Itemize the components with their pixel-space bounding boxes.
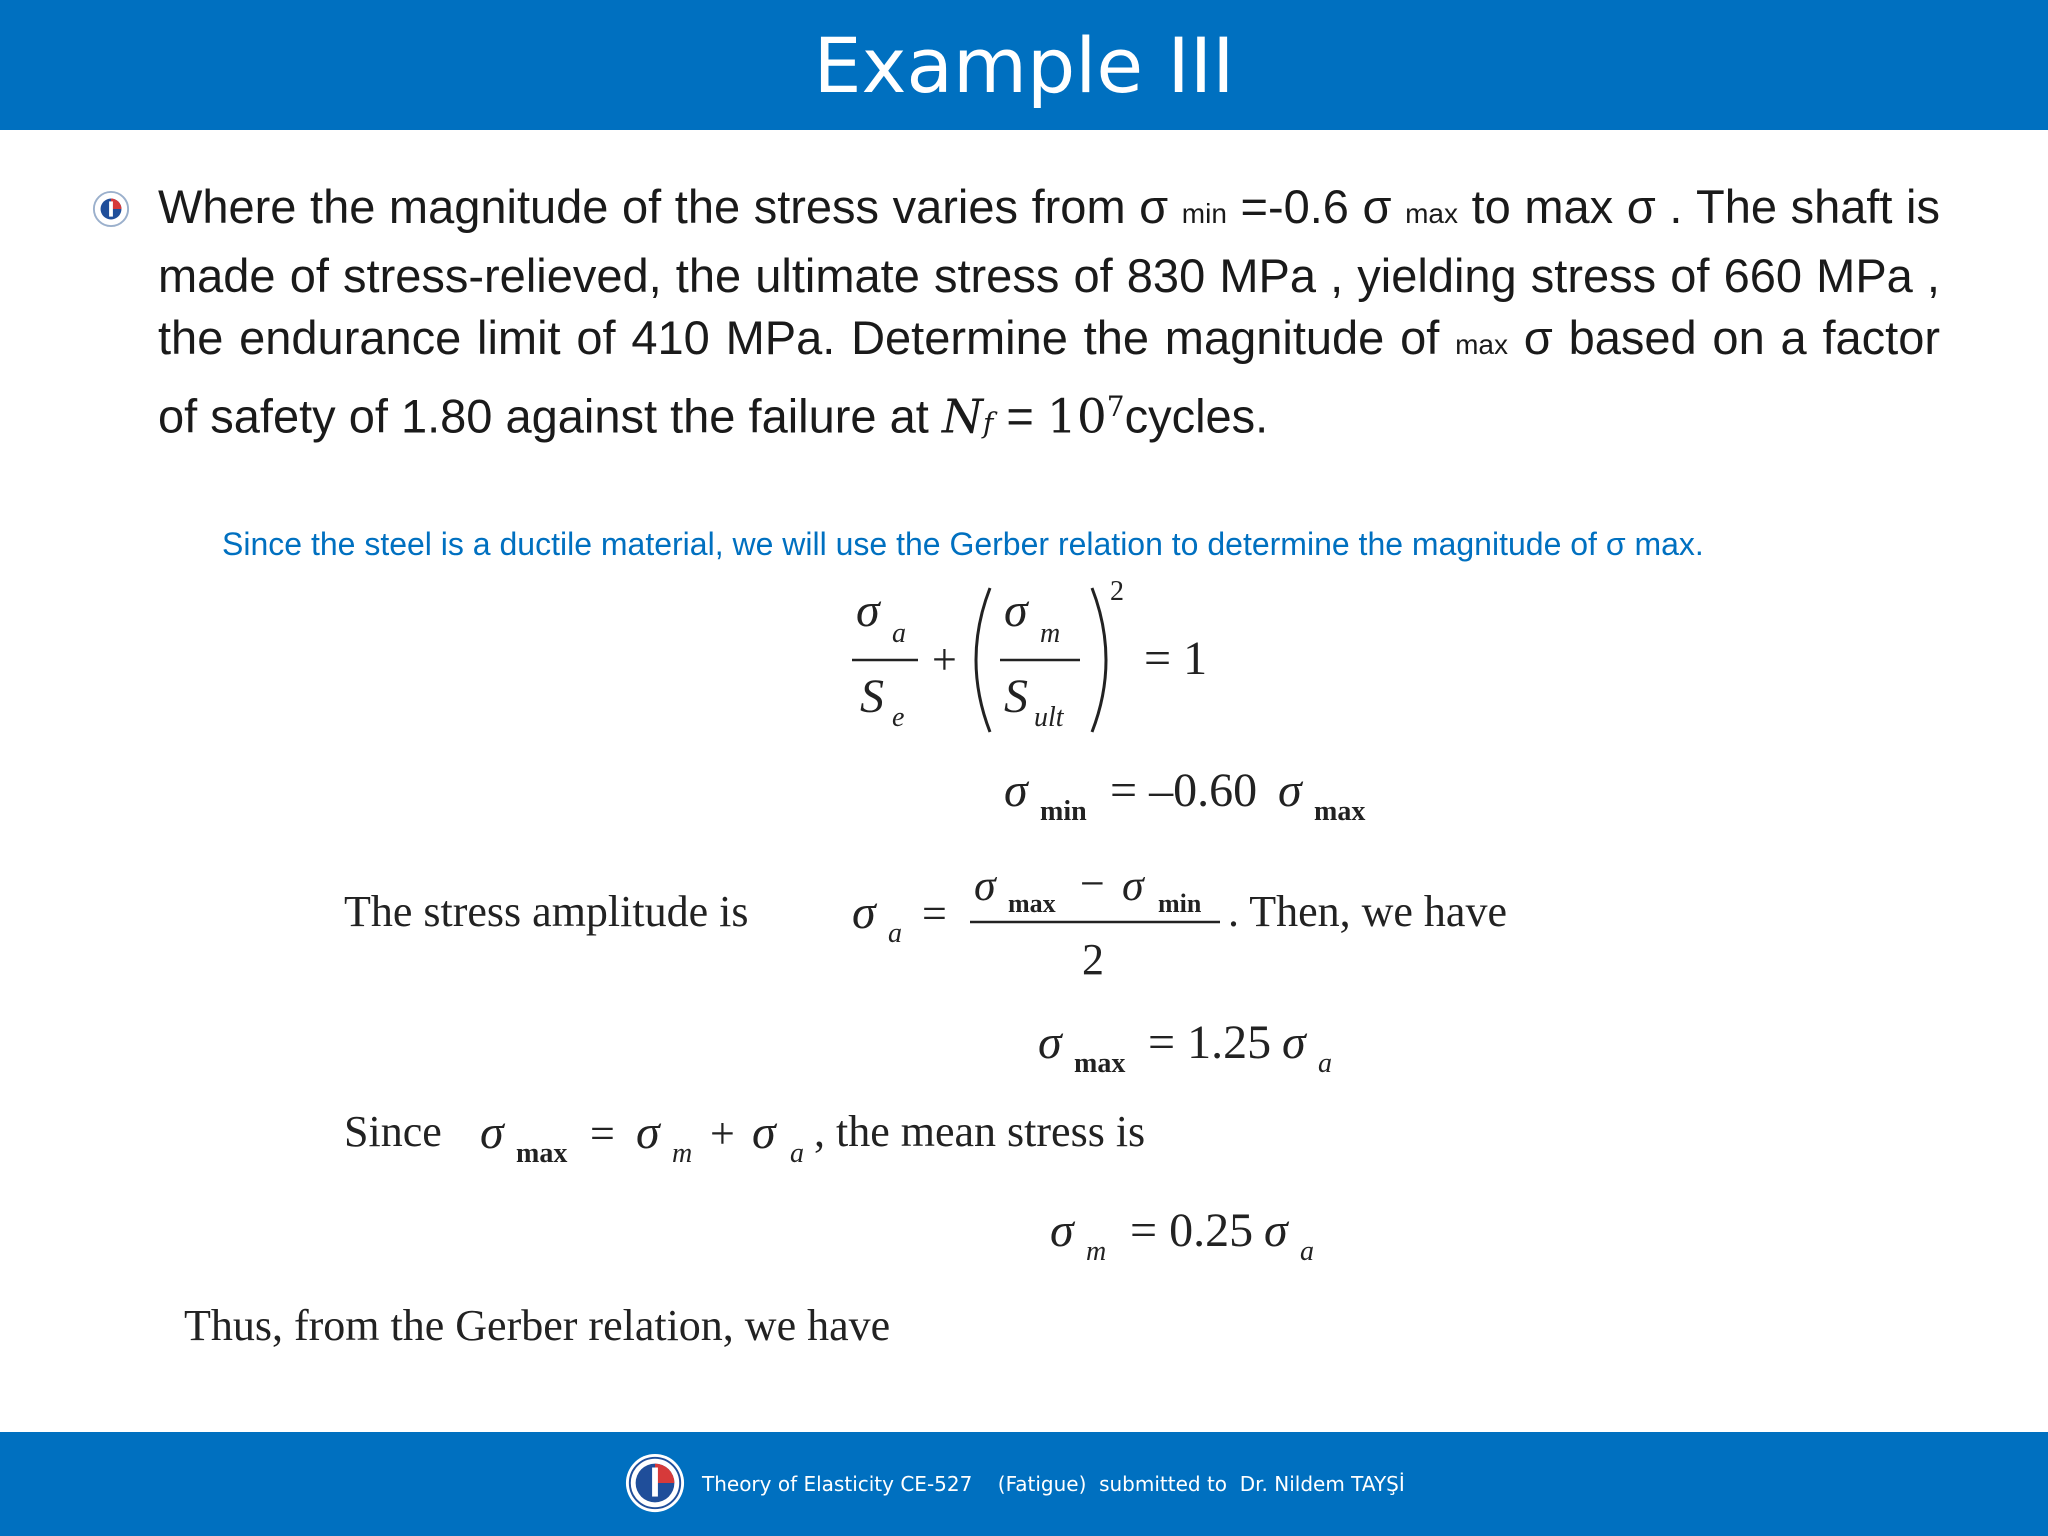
problem-sub-max-2: max (1455, 329, 1508, 360)
since-sub-m: m (672, 1138, 693, 1169)
eq4-sigma-a: σ (1282, 1016, 1306, 1069)
since-sigma-a: σ (752, 1106, 776, 1159)
eq6-sigma-m: σ (1050, 1204, 1074, 1257)
eq2-sigma-min: σ (1004, 764, 1028, 817)
eq1-plus: + (932, 635, 957, 684)
since-sigma-m: σ (636, 1106, 660, 1159)
thus-line: Thus, from the Gerber relation, we have (184, 1301, 891, 1350)
eq1-right-paren (1092, 588, 1106, 732)
eq4-sigma-max: σ (1038, 1016, 1062, 1069)
sigma-min-equation (1004, 764, 1365, 827)
eq2-rhs: = –0.60 (1110, 764, 1258, 817)
problem-text-6: cycles. (1124, 389, 1269, 443)
eq2-sigma-max: σ (1278, 764, 1302, 817)
problem-nf-sub: f (982, 406, 994, 440)
problem-text-3: to max σ . The shaft is made of stress-relieved, the ultimate stress of 830 MPa , yielding stress of 660 MPa , the endurance limit of 410 MPa. Determine the magnitude of (158, 180, 1940, 364)
gerber-equation (852, 576, 1207, 733)
eq1-sub-ult: ult (1034, 702, 1064, 733)
amp-num-minus: − (1080, 859, 1105, 908)
amp-suffix: . Then, we have (1228, 887, 1507, 936)
eq1-square: 2 (1110, 576, 1124, 607)
slide-header (0, 0, 2048, 130)
amp-prefix: The stress amplitude is (344, 887, 749, 936)
eq1-sigma-a: σ (856, 584, 880, 637)
footer-text: Theory of Elasticity CE-527 (Fatigue) submitted to Dr. Nildem TAYŞİ (702, 1472, 1405, 1496)
problem-nf-symbol: N (941, 389, 983, 445)
eq4-rhs: = 1.25 (1148, 1016, 1272, 1069)
equations-area (0, 570, 2048, 1450)
problem-ten: 10 (1046, 389, 1107, 445)
university-logo-icon (624, 1452, 686, 1514)
eq2-sub-min: min (1040, 796, 1087, 827)
problem-text-5: = (993, 389, 1047, 443)
amp-num-sigma-max: σ (974, 861, 996, 910)
problem-statement (158, 176, 1940, 455)
since-suffix: , the mean stress is (814, 1107, 1146, 1156)
problem-sub-max: max (1405, 198, 1459, 229)
since-plus: + (710, 1109, 735, 1158)
eq1-equals-one: = 1 (1144, 632, 1208, 685)
eq6-sub-m: m (1086, 1236, 1107, 1267)
eq1-sigma-m: σ (1004, 584, 1028, 637)
eq1-sub-m: m (1040, 618, 1061, 649)
amp-num-sub-min: min (1158, 889, 1202, 918)
amp-sigma-a: σ (852, 886, 876, 939)
eq6-sigma-a: σ (1264, 1204, 1288, 1257)
mean-stress-line (344, 1106, 1145, 1169)
problem-exponent: 7 (1106, 390, 1125, 423)
slide-title: Example III (813, 21, 1235, 110)
problem-text-1: Where the magnitude of the stress varies from σ (158, 180, 1182, 233)
amp-denominator: 2 (1082, 935, 1104, 984)
gerber-note: Since the steel is a ductile material, we will use the Gerber relation to determine the magnitude of σ max. (222, 526, 1704, 562)
since-sub-max: max (516, 1138, 568, 1169)
sigma-m-equation (1050, 1204, 1314, 1267)
since-sigma-max: σ (480, 1106, 504, 1159)
slide-footer (0, 1432, 2048, 1536)
amp-num-sigma-min: σ (1122, 861, 1144, 910)
eq4-sub-a: a (1318, 1048, 1332, 1079)
amp-equals: = (922, 889, 947, 938)
eq1-left-paren (976, 588, 990, 732)
problem-text-4: σ based on a factor of safety of 1.80 against the failure at (158, 311, 1940, 443)
since-prefix: Since (344, 1107, 442, 1156)
eq1-sub-a: a (892, 618, 906, 649)
since-equals: = (590, 1109, 615, 1158)
amp-sub-a: a (888, 918, 902, 949)
eq6-rhs: = 0.25 (1130, 1204, 1254, 1257)
sigma-max-equation (1038, 1016, 1332, 1079)
eq6-sub-a: a (1300, 1236, 1314, 1267)
eq2-sub-max: max (1314, 796, 1366, 827)
problem-sub-min: min (1181, 198, 1227, 229)
since-sub-a: a (790, 1138, 804, 1169)
university-logo-bullet-icon (92, 190, 130, 228)
stress-amplitude-line (344, 859, 1507, 984)
eq4-sub-max: max (1074, 1048, 1126, 1079)
eq1-S-ult: S (1004, 670, 1028, 723)
eq1-S-e: S (860, 670, 884, 723)
problem-text-2: =-0.6 σ (1226, 180, 1406, 233)
eq1-sub-e: e (892, 702, 905, 733)
amp-num-sub-max: max (1008, 889, 1056, 918)
